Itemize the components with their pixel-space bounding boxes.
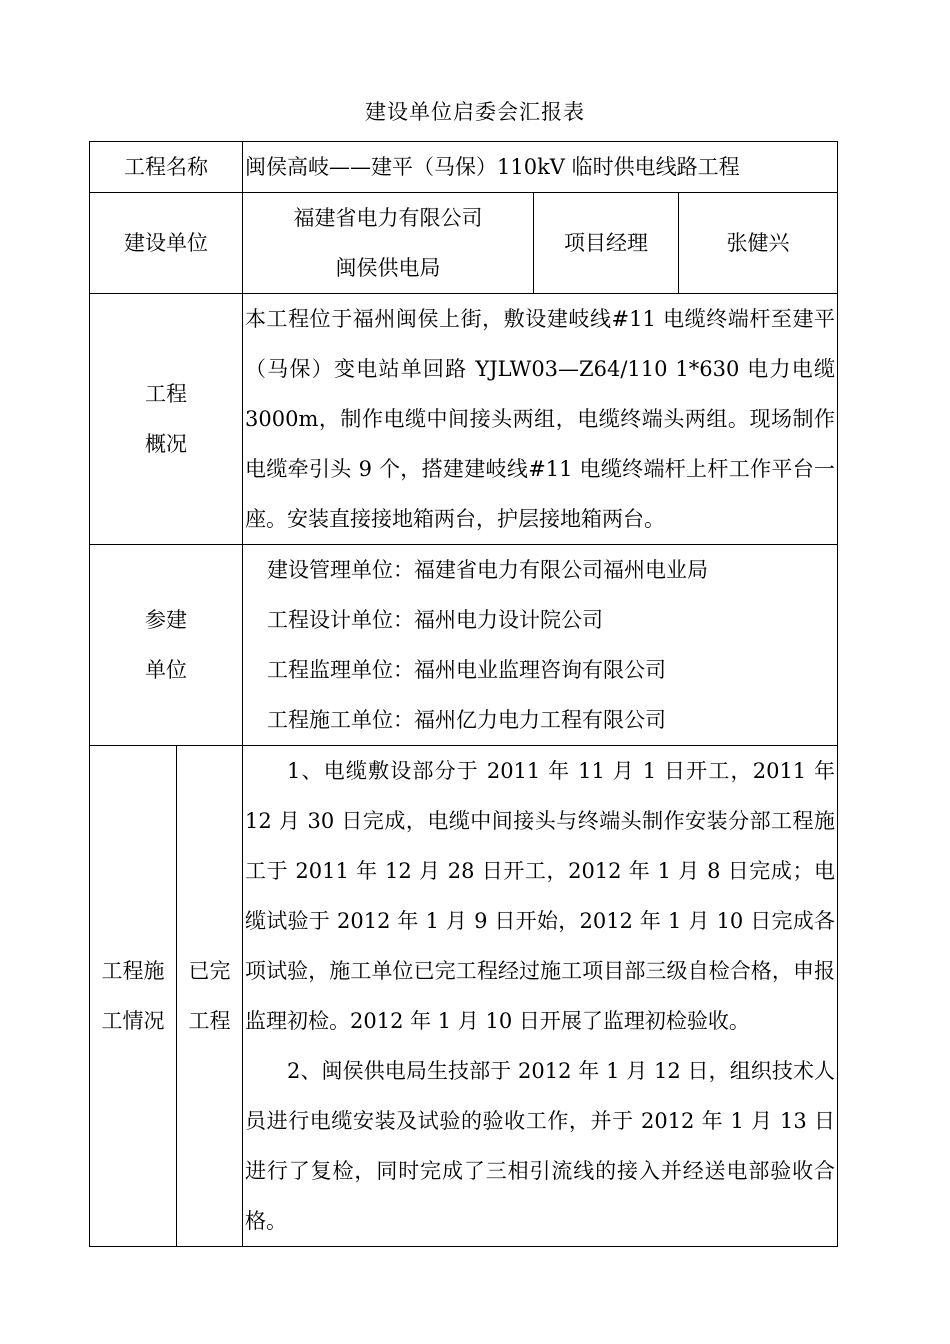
participants-label-line1: 参建: [145, 608, 187, 632]
document-title: 建设单位启委会汇报表: [365, 100, 585, 124]
project-name-row: [90, 142, 838, 193]
construction-paragraph-1: 1、电缆敷设部分于 2011 年 11 月 1 日开工，2011 年 12 月 30 日完成，电缆中间接头与终端头制作安装分部工程施工于 2011 年 12 月 28 日开工，2012 年 1 月 8 日完成；电缆试验于 2012 年 1 月 9 日开始，2012 年 1 月 10 日完成各项试验，施工单位已完工程经过施工项目部三级自检合格，申报监理初检。2012 年 1 月 10 日开展了监理初检验收。: [245, 759, 836, 1033]
construction-text: [243, 746, 838, 1247]
completed-work-label-line1: 已完: [188, 959, 231, 983]
builder-label: 建设单位: [90, 193, 243, 294]
overview-row: [90, 294, 838, 545]
builder-row: [90, 193, 838, 294]
manager-label: 项目经理: [534, 193, 679, 294]
report-table: [89, 141, 838, 1247]
builder-company: [243, 193, 534, 294]
builder-company-line2: 闽侯供电局: [335, 256, 441, 280]
participant-item: 工程设计单位：福州电力设计院公司: [267, 608, 603, 632]
completed-work-label-line2: 工程: [188, 1009, 231, 1033]
construction-label: [90, 746, 177, 1247]
overview-paragraph: 本工程位于福州闽侯上街，敷设建岐线#11 电缆终端杆至建平（马保）变电站单回路 YJLW03—Z64/110 1*630 电力电缆 3000m，制作电缆中间接头两组，电缆终端头两组。现场制作电缆牵引头 9 个，搭建建岐线#11 电缆终端杆上杆工作平台一座。安装直接接地箱两台，护层接地箱两台。: [245, 307, 836, 531]
overview-label-line1: 工程: [145, 382, 187, 406]
participants-label-line2: 单位: [145, 658, 187, 682]
construction-label-line2: 工情况: [101, 1009, 165, 1033]
overview-label-line2: 概况: [145, 432, 187, 456]
overview-label: [90, 294, 243, 545]
participants-row: [90, 545, 838, 746]
overview-text: [243, 294, 838, 545]
participant-item: 工程施工单位：福州亿力电力工程有限公司: [267, 708, 666, 732]
participants-list: [243, 545, 838, 746]
construction-paragraph-2: 2、闽侯供电局生技部于 2012 年 1 月 12 日，组织技术人员进行电缆安装及试验的验收工作，并于 2012 年 1 月 13 日进行了复检，同时完成了三相引流线的接入并经送电部验收合格。: [245, 1059, 836, 1233]
participant-item: 建设管理单位：福建省电力有限公司福州电业局: [267, 558, 708, 582]
construction-row: [90, 746, 838, 1247]
construction-label-line1: 工程施: [101, 959, 165, 983]
builder-company-line1: 福建省电力有限公司: [293, 206, 483, 230]
project-name-value: 闽侯高岐——建平（马保）110kV 临时供电线路工程: [243, 142, 838, 193]
completed-work-label: [177, 746, 243, 1247]
participant-item: 工程监理单位：福州电业监理咨询有限公司: [267, 658, 666, 682]
participants-label: [90, 545, 243, 746]
project-name-label: 工程名称: [90, 142, 243, 193]
manager-name: 张健兴: [679, 193, 838, 294]
